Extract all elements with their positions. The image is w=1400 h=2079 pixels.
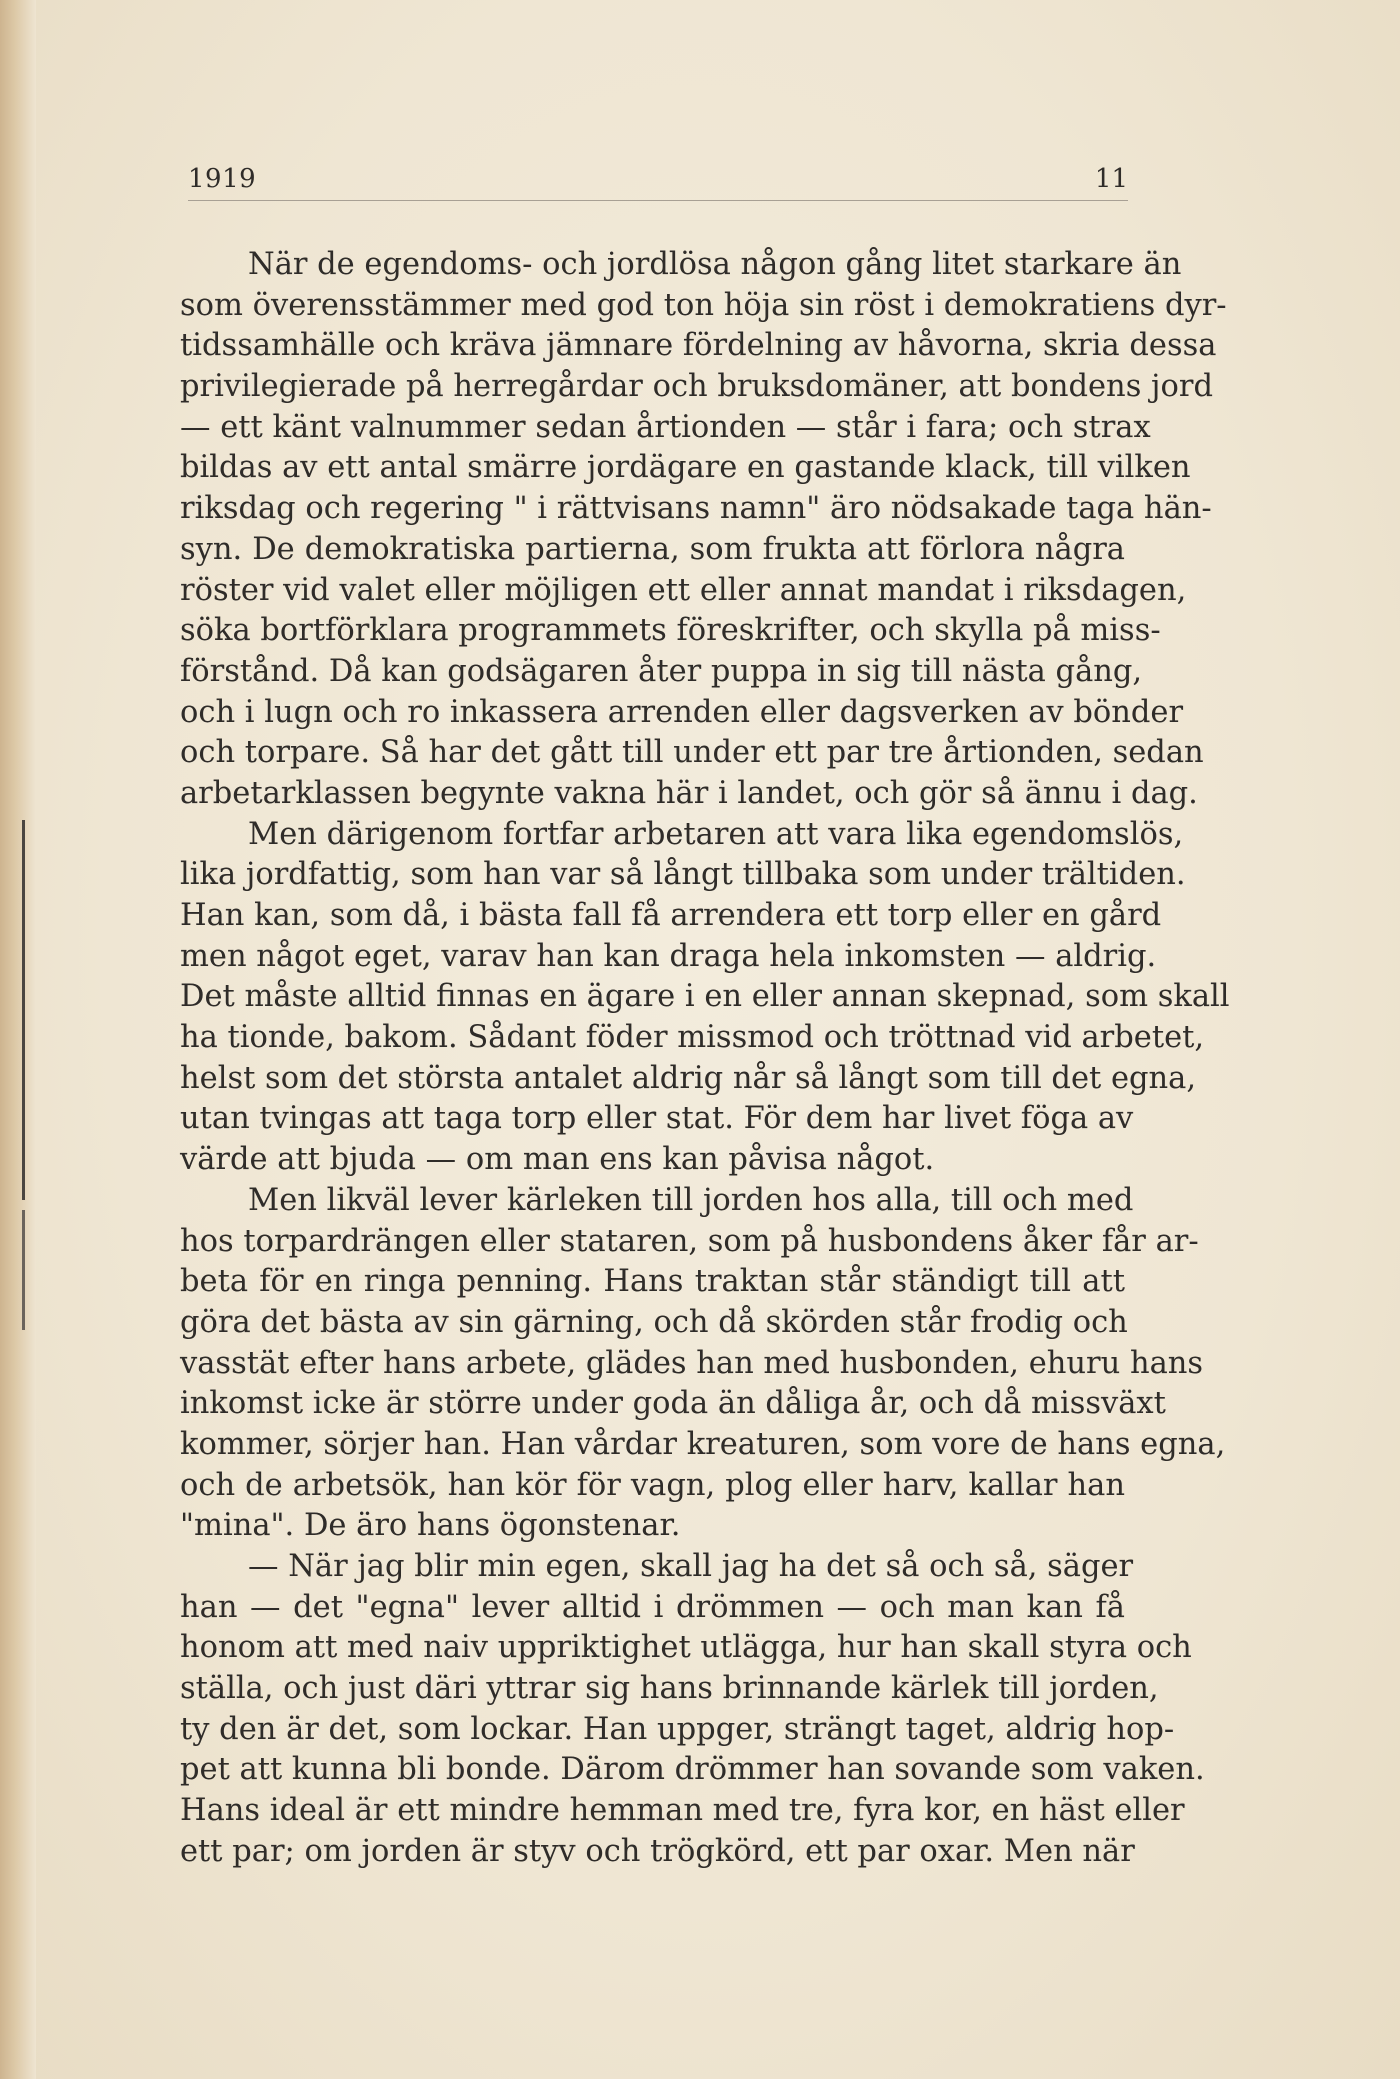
text-line: som överensstämmer med god ton höja sin röst i demokratiens dyr-: [180, 287, 1227, 323]
text-line: Han kan, som då, i bästa fall få arrendera ett torp eller en gård: [180, 898, 1162, 933]
text-line: förstånd. Då kan godsägaren åter puppa in sig till nästa gång,: [180, 653, 1143, 689]
text-line: När de egendoms- och jordlösa någon gång litet starkare än: [248, 247, 1182, 282]
binding-mark: [22, 820, 25, 1200]
text-line: vasstät efter hans arbete, glädes han med husbonden, ehuru hans: [180, 1345, 1204, 1381]
body-text: [180, 245, 1230, 1873]
text-line: ha tionde, bakom. Sådant föder missmod och tröttnad vid arbetet,: [180, 1020, 1205, 1056]
text-line: Det måste alltid finnas en ägare i en eller annan skepnad, som skall: [180, 979, 1230, 1015]
text-line: utan tvingas att taga torp eller stat. För dem har livet föga av: [180, 1101, 1134, 1137]
text-line: värde att bjuda — om man ens kan påvisa något.: [180, 1142, 935, 1178]
text-line: och de arbetsök, han kör för vagn, plog eller harv, kallar han: [180, 1467, 1125, 1503]
text-line: arbetarklassen begynte vakna här i landet, och gör så ännu i dag.: [180, 775, 1198, 811]
text-line: syn. De demokratiska partierna, som frukta att förlora några: [180, 531, 1125, 567]
text-line: tidssamhälle och kräva jämnare fördelning av håvorna, skria dessa: [180, 328, 1217, 364]
text-line: lika jordfattig, som han var så långt tillbaka som under trältiden.: [180, 857, 1186, 893]
text-line: röster vid valet eller möjligen ett eller annat mandat i riksdagen,: [180, 572, 1187, 608]
running-header: [188, 160, 1128, 201]
text-line: Men likväl lever kärleken till jorden hos alla, till och med: [248, 1182, 1134, 1218]
text-line: Men därigenom fortfar arbetaren att vara lika egendomslös,: [248, 816, 1184, 852]
text-line: "mina". De äro hans ögonstenar.: [180, 1508, 681, 1544]
text-line: göra det bästa av sin gärning, och då skörden står frodig och: [180, 1304, 1128, 1340]
page-binding-edge: [0, 0, 36, 2079]
text-line: kommer, sörjer han. Han vårdar kreaturen, som vore de hans egna,: [180, 1426, 1226, 1462]
text-line: helst som det största antalet aldrig når så långt som till det egna,: [180, 1060, 1197, 1096]
text-line: beta för en ringa penning. Hans traktan står ständigt till att: [180, 1264, 1125, 1300]
header-year: 1919: [188, 164, 257, 194]
text-line: riksdag och regering " i rättvisans namn" äro nödsakade taga hän-: [180, 491, 1212, 527]
text-line: hos torpardrängen eller stataren, som på husbondens åker får ar-: [180, 1223, 1199, 1259]
text-line: privilegierade på herregårdar och bruksdomäner, att bondens jord: [180, 369, 1213, 405]
text-line: pet att kunna bli bonde. Därom drömmer han sovande som vaken.: [180, 1752, 1205, 1788]
text-line: inkomst icke är större under goda än dåliga år, och då missväxt: [180, 1386, 1166, 1422]
text-line: ty den är det, som lockar. Han uppger, strängt taget, aldrig hop-: [180, 1711, 1175, 1747]
text-line: ett par; om jorden är styv och trögkörd, ett par oxar. Men när: [180, 1833, 1135, 1869]
text-line: honom att med naiv uppriktighet utlägga, hur han skall styra och: [180, 1630, 1192, 1666]
text-line: han — det "egna" lever alltid i drömmen — och man kan få: [180, 1589, 1125, 1625]
text-line: — När jag blir min egen, skall jag ha det så och så, säger: [248, 1549, 1134, 1584]
text-line: men något eget, varav han kan draga hela inkomsten — aldrig.: [180, 938, 1157, 974]
text-line: ställa, och just däri yttrar sig hans brinnande kärlek till jorden,: [180, 1671, 1159, 1707]
page-number: 11: [1094, 164, 1128, 194]
text-line: bildas av ett antal smärre jordägare en gastande klack, till vilken: [180, 450, 1191, 486]
text-line: — ett känt valnummer sedan årtionden — står i fara; och strax: [180, 409, 1151, 445]
text-line: Hans ideal är ett mindre hemman med tre, fyra kor, en häst eller: [180, 1793, 1185, 1829]
text-line: och i lugn och ro inkassera arrenden eller dagsverken av bönder: [180, 694, 1184, 730]
binding-mark: [22, 1210, 25, 1330]
text-line: och torpare. Så har det gått till under ett par tre årtionden, sedan: [180, 735, 1204, 771]
text-line: söka bortförklara programmets föreskrifter, och skylla på miss-: [180, 613, 1161, 649]
